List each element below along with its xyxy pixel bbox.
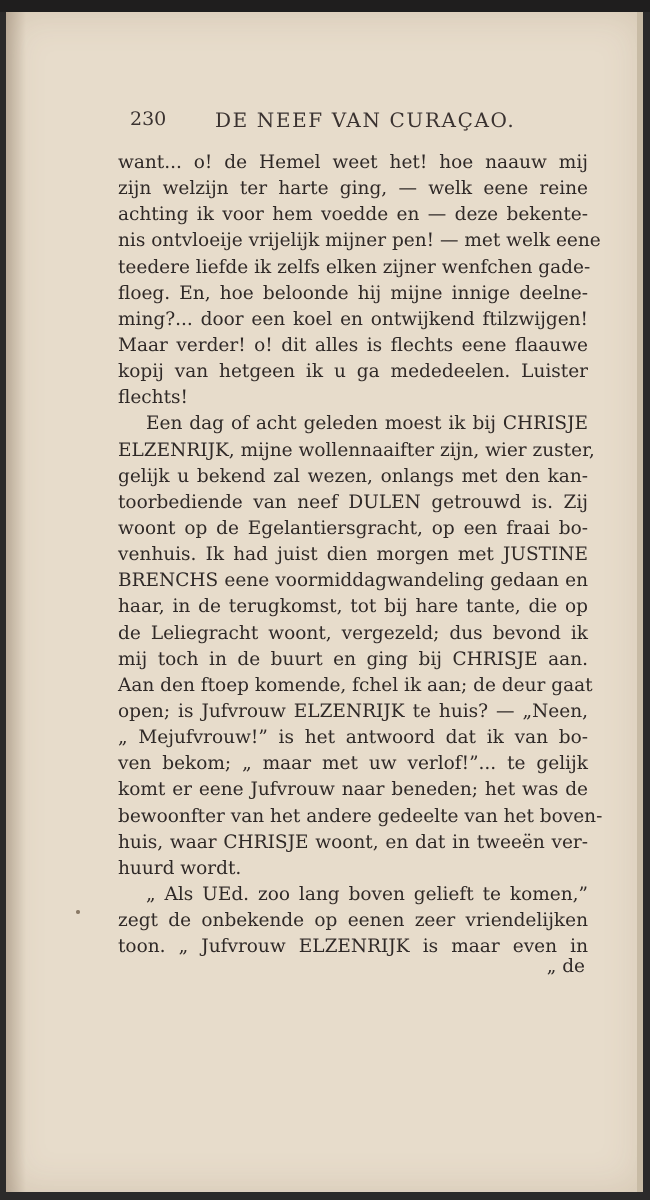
text-line: zegt de onbekende op eenen zeer vriendelijken — [118, 910, 588, 932]
text-line: toorbediende van neef DULEN getrouwd is. Zij — [118, 491, 588, 513]
text-line: zijn welzijn ter harte ging, — welk eene reine — [118, 178, 588, 200]
text-line: Een dag of acht geleden moest ik bij CHRISJE — [146, 413, 588, 435]
page-header — [130, 108, 570, 138]
scan-background-top — [0, 0, 650, 12]
text-line: bewoonfter van het andere gedeelte van het boven- — [118, 805, 603, 827]
page-number: 230 — [130, 108, 167, 130]
text-line: woont op de Egelantiersgracht, op een fraai bo- — [118, 517, 588, 539]
paper-speck — [76, 910, 80, 914]
text-line: achting ik voor hem voedde en — deze bekente- — [118, 204, 588, 226]
page-gutter-shadow — [6, 12, 26, 1192]
text-line: gelijk u bekend zal wezen, onlangs met den kan- — [118, 465, 588, 487]
text-line: open; is Jufvrouw ELZENRIJK te huis? — „Neen, — [118, 700, 588, 722]
text-line: mij toch in de buurt en ging bij CHRISJE aan. — [118, 648, 588, 670]
text-line: toon. „ Jufvrouw ELZENRIJK is maar even in — [118, 936, 588, 958]
catchword: „ de — [546, 956, 585, 977]
text-line: „ Als UEd. zoo lang boven gelieft te komen,” — [146, 883, 588, 905]
text-line: komt er eene Jufvrouw naar beneden; het was de — [118, 779, 588, 801]
body-text — [118, 150, 603, 960]
page-edge — [637, 12, 643, 1192]
running-title: DE NEEF VAN CURAÇAO. — [215, 108, 516, 132]
text-line: Maar verder! o! dit alles is flechts eene flaauwe — [118, 334, 588, 356]
text-line: venhuis. Ik had juist dien morgen met JUSTINE — [118, 544, 588, 566]
text-line: BRENCHS eene voormiddagwandeling gedaan en — [118, 570, 588, 592]
text-line: huurd wordt. — [118, 857, 242, 879]
text-line: flechts! — [118, 387, 188, 409]
text-line: floeg. En, hoe beloonde hij mijne innige deelne- — [118, 282, 588, 304]
text-line: ELZENRIJK, mijne wollennaaifter zijn, wier zuster, — [118, 439, 595, 461]
text-line: „ Mejufvrouw!” is het antwoord dat ik van bo- — [118, 727, 588, 749]
text-line: kopij van hetgeen ik u ga mededeelen. Luister — [118, 361, 588, 383]
text-line: haar, in de terugkomst, tot bij hare tante, die op — [118, 596, 588, 618]
text-line: Aan den ftoep komende, fchel ik aan; de deur gaat — [118, 674, 593, 696]
text-line: teedere liefde ik zelfs elken zijner wenfchen gade- — [118, 256, 591, 278]
text-line: huis, waar CHRISJE woont, en dat in tweeën ver- — [118, 831, 588, 853]
text-line: want... o! de Hemel weet het! hoe naauw mij — [118, 152, 588, 173]
text-line: ven bekom; „ maar met uw verlof!”... te gelijk — [118, 753, 588, 775]
text-line: de Leliegracht woont, vergezeld; dus bevond ik — [118, 622, 588, 644]
text-line: ming?... door een koel en ontwijkend ftilzwijgen! — [118, 308, 588, 330]
text-line: nis ontvloeije vrijelijk mijner pen! — met welk eene — [118, 230, 601, 252]
